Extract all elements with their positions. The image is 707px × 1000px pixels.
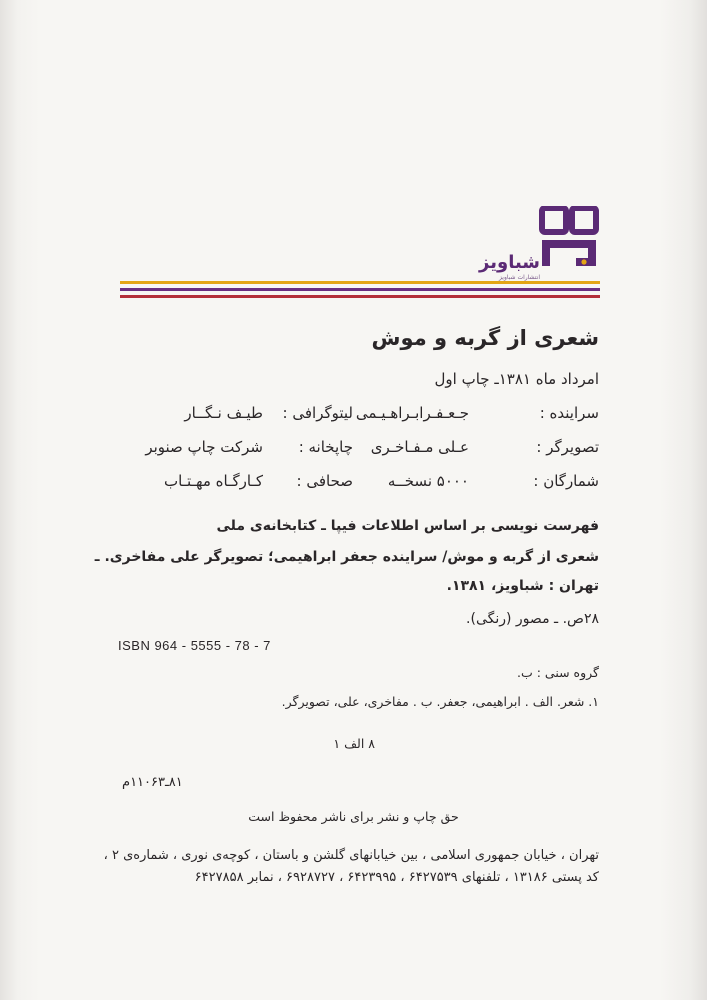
isbn: ISBN 964 - 5555 - 78 - 7: [118, 638, 271, 653]
publisher-name: شباویز: [479, 252, 540, 273]
purple-rule: [120, 288, 600, 291]
credit-value: شرکت چاپ صنوبر: [145, 438, 263, 456]
credit-label: چاپخانه :: [298, 438, 353, 456]
edition-date: امرداد ماه ۱۳۸۱ـ چاپ اول: [434, 370, 599, 388]
credit-value: طیـف نـگــار: [184, 404, 263, 422]
catalog-pages: ۲۸ص. ـ مصور (رنگی).: [466, 611, 599, 627]
address-line: کد پستی ۱۳۱۸۶ ، تلفنهای ۶۴۲۷۵۳۹ ، ۶۴۲۳۹۹۵ ، ۶۹۲۸۷۲۷ ، نمابر ۶۴۲۷۸۵۸: [194, 870, 599, 885]
publisher-logo-icon: [536, 206, 602, 282]
gold-rule: [120, 281, 600, 284]
credit-value: کـارگـاه مهـتـاب: [163, 472, 263, 490]
catalog-class: ۸ الف ۱: [333, 736, 375, 751]
credit-value: عـلی مـفـاخـری: [370, 438, 469, 456]
credit-label: سراینده :: [539, 404, 599, 422]
address-line: تهران ، خیابان جمهوری اسلامی ، بین خیابانهای گلشن و باستان ، کوچه‌ی نوری ، شماره‌ی ۲ ،: [103, 848, 599, 863]
publisher-subtitle: انتشارات شباویز: [499, 274, 540, 281]
credit-label: شمارگان :: [533, 472, 599, 490]
credit-row: [110, 438, 599, 464]
book-title: شعری از گربه و موش: [371, 326, 599, 350]
catalog-subjects: ۱. شعر. الف . ابراهیمی، جعفر. ب . مفاخری، علی، تصویرگر.: [281, 694, 599, 709]
catalog-number: ۸۱ـ۱۱۰۶۳م: [122, 775, 183, 790]
catalog-line: شعری از گربه و موش/ سراینده جعفر ابراهیمی؛ تصویرگر علی مفاخری. ـ: [94, 549, 599, 565]
catalog-heading: فهرست نویسی بر اساس اطلاعات فیپا ـ کتابخانه‌ی ملی: [216, 518, 599, 534]
age-group: گروه سنی : ب.: [517, 665, 599, 680]
credit-row: [110, 472, 599, 498]
rights-notice: حق چاپ و نشر برای ناشر محفوظ است: [248, 809, 459, 824]
catalog-line: تهران : شباویز، ۱۳۸۱.: [446, 578, 599, 594]
credit-label: صحافی :: [296, 472, 353, 490]
credit-value: ۵۰۰۰ نسخــه: [387, 472, 469, 490]
credit-value: جـعـفـرابـراهـیـمی: [355, 404, 469, 422]
credit-label: لیتوگرافی :: [282, 404, 353, 422]
red-rule: [120, 295, 600, 298]
credit-row: [110, 404, 599, 430]
credit-label: تصویرگر :: [536, 438, 599, 456]
